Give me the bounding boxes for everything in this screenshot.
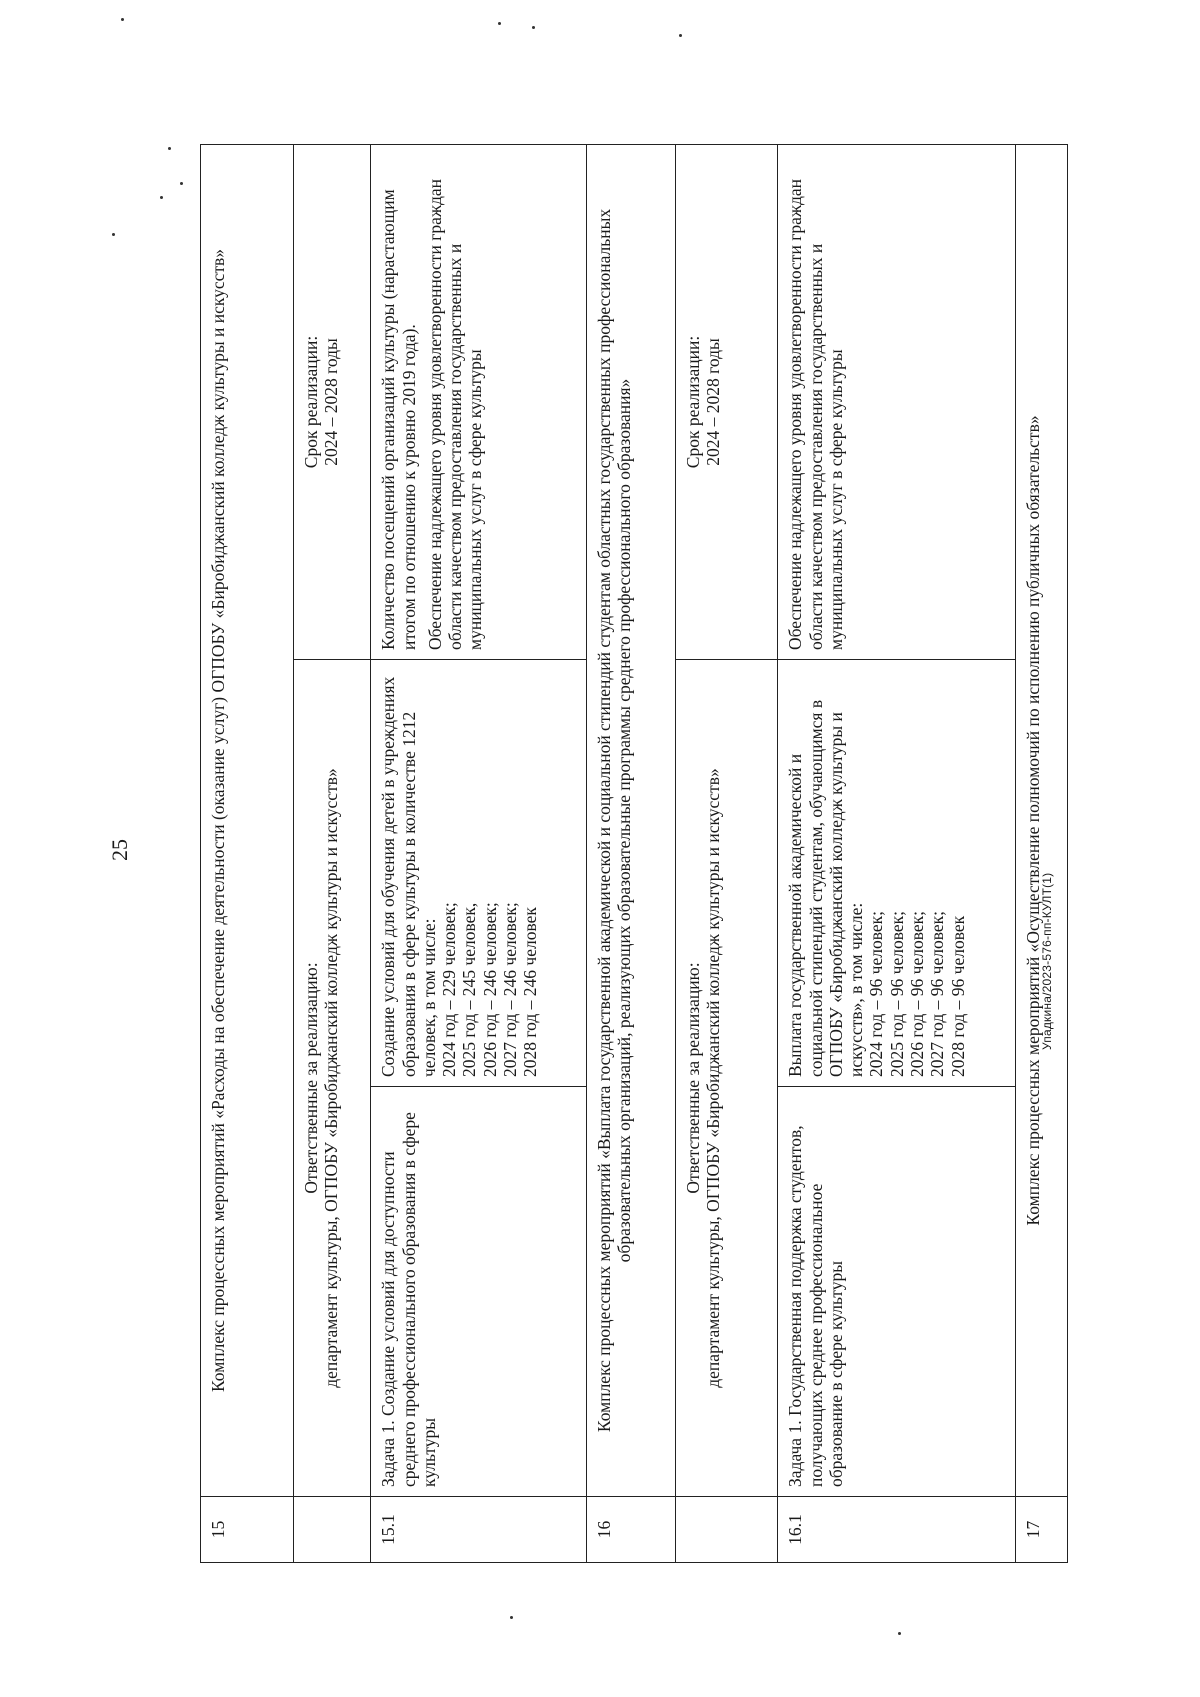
responsible-value: департамент культуры, ОГПОБУ «Биробиджанский колледж культуры и искусств»: [321, 768, 342, 1388]
section-title: Комплекс процессных мероприятий «Выплата государственной академической и социальной стипендий студентам областных государственных профессиональных образовательных организаций, реализующих образовательные программы среднего профессионального образования»: [586, 144, 675, 1496]
scan-speck: [498, 22, 501, 25]
table-row: [586, 144, 675, 1562]
row-number: 16: [586, 1497, 675, 1563]
result-cell: [778, 660, 1016, 1087]
responsible-value: департамент культуры, ОГПОБУ «Биробиджанский колледж культуры и искусств»: [703, 768, 723, 1388]
scan-speck: [112, 233, 115, 236]
table-row: [371, 144, 587, 1562]
page-number: 25: [107, 839, 132, 861]
result-cell: [371, 660, 587, 1087]
scan-speck: [532, 26, 535, 29]
footer-code: Упадкина/2023-576-пп-КУЛТ(1): [1040, 872, 1054, 1050]
task-cell: Задача 1. Создание условий для доступности среднего профессионального образования в сфере культуры: [371, 1087, 587, 1497]
row-number: 15: [201, 1497, 294, 1563]
empty-cell: [294, 1497, 371, 1563]
row-number: 17: [1016, 1497, 1068, 1563]
scan-speck: [898, 1632, 901, 1635]
term-value: 2024 – 2028 годы: [703, 338, 723, 466]
table-row: [675, 144, 778, 1562]
responsible-label: Ответственные за реализацию:: [301, 962, 322, 1194]
indicator-text: Количество посещений организаций культуры (нарастающим итогом по отношению к уровню 2019 года).: [378, 189, 419, 650]
term-cell: [294, 144, 371, 659]
responsible-cell: [675, 660, 778, 1497]
term-value: 2024 – 2028 годы: [321, 338, 342, 466]
scan-speck: [121, 18, 124, 21]
task-cell: Задача 1. Государственная поддержка студентов, получающих среднее профессиональное образование в сфере культуры: [778, 1087, 1016, 1497]
term-label: Срок реализации:: [682, 335, 703, 469]
indicator-cell: [371, 144, 587, 659]
result-year: 2024 год – 96 человек;: [866, 911, 887, 1077]
row-number: 15.1: [371, 1497, 587, 1563]
table-row: [294, 144, 371, 1562]
term-cell: [675, 144, 778, 659]
result-year: 2026 год – 96 человек;: [907, 911, 928, 1077]
responsible-label: Ответственные за реализацию:: [682, 962, 703, 1194]
indicator-text: Обеспечение надлежащего уровня удовлетворенности граждан области качеством предоставления государственных и муниципальных услуг в сфере культуры: [785, 178, 846, 650]
scan-speck: [180, 182, 183, 185]
result-text: Выплата государственной академической и социальной стипендий студентам, обучающимся в ОГПОБУ «Биробиджанский колледж культуры и искусств», в том числе:: [785, 699, 867, 1077]
result-year: 2024 год – 229 человек;: [439, 902, 460, 1077]
result-year: 2028 год – 246 человек: [520, 907, 541, 1077]
scan-speck: [510, 1616, 513, 1619]
result-year: 2025 год – 96 человек;: [886, 911, 907, 1077]
result-year: 2026 год – 246 человек;: [479, 902, 500, 1077]
section-title: Комплекс процессных мероприятий «Расходы на обеспечение деятельности (оказание услуг) ОГПОБУ «Биробиджанский колледж культуры и искусств»: [201, 144, 294, 1496]
empty-cell: [675, 1497, 778, 1563]
result-year: 2025 год – 245 человек,: [459, 902, 480, 1077]
result-year: 2027 год – 96 человек;: [927, 911, 948, 1077]
section-title: Комплекс процессных мероприятий «Осуществление полномочий по исполнению публичных обязательств»: [1016, 144, 1068, 1496]
responsible-cell: [294, 660, 371, 1497]
row-number: 16.1: [778, 1497, 1016, 1563]
rotated-table-wrapper: [200, 145, 1068, 1563]
result-text: Создание условий для обучения детей в учреждениях образования в сфере культуры в количестве 1212 человек, в том числе:: [378, 676, 439, 1077]
result-year: 2028 год – 96 человек: [947, 915, 968, 1077]
term-label: Срок реализации:: [301, 335, 322, 469]
table-row: [778, 144, 1016, 1562]
table-row: [201, 144, 294, 1562]
indicator-text: Обеспечение надлежащего уровня удовлетворенности граждан области качеством предоставления государственных и муниципальных услуг в сфере культуры: [424, 178, 486, 650]
program-table: [200, 144, 1068, 1563]
scan-speck: [168, 147, 171, 150]
result-year: 2027 год – 246 человек;: [499, 902, 520, 1077]
scan-speck: [679, 34, 682, 37]
scan-speck: [160, 196, 163, 199]
indicator-cell: [778, 144, 1016, 659]
